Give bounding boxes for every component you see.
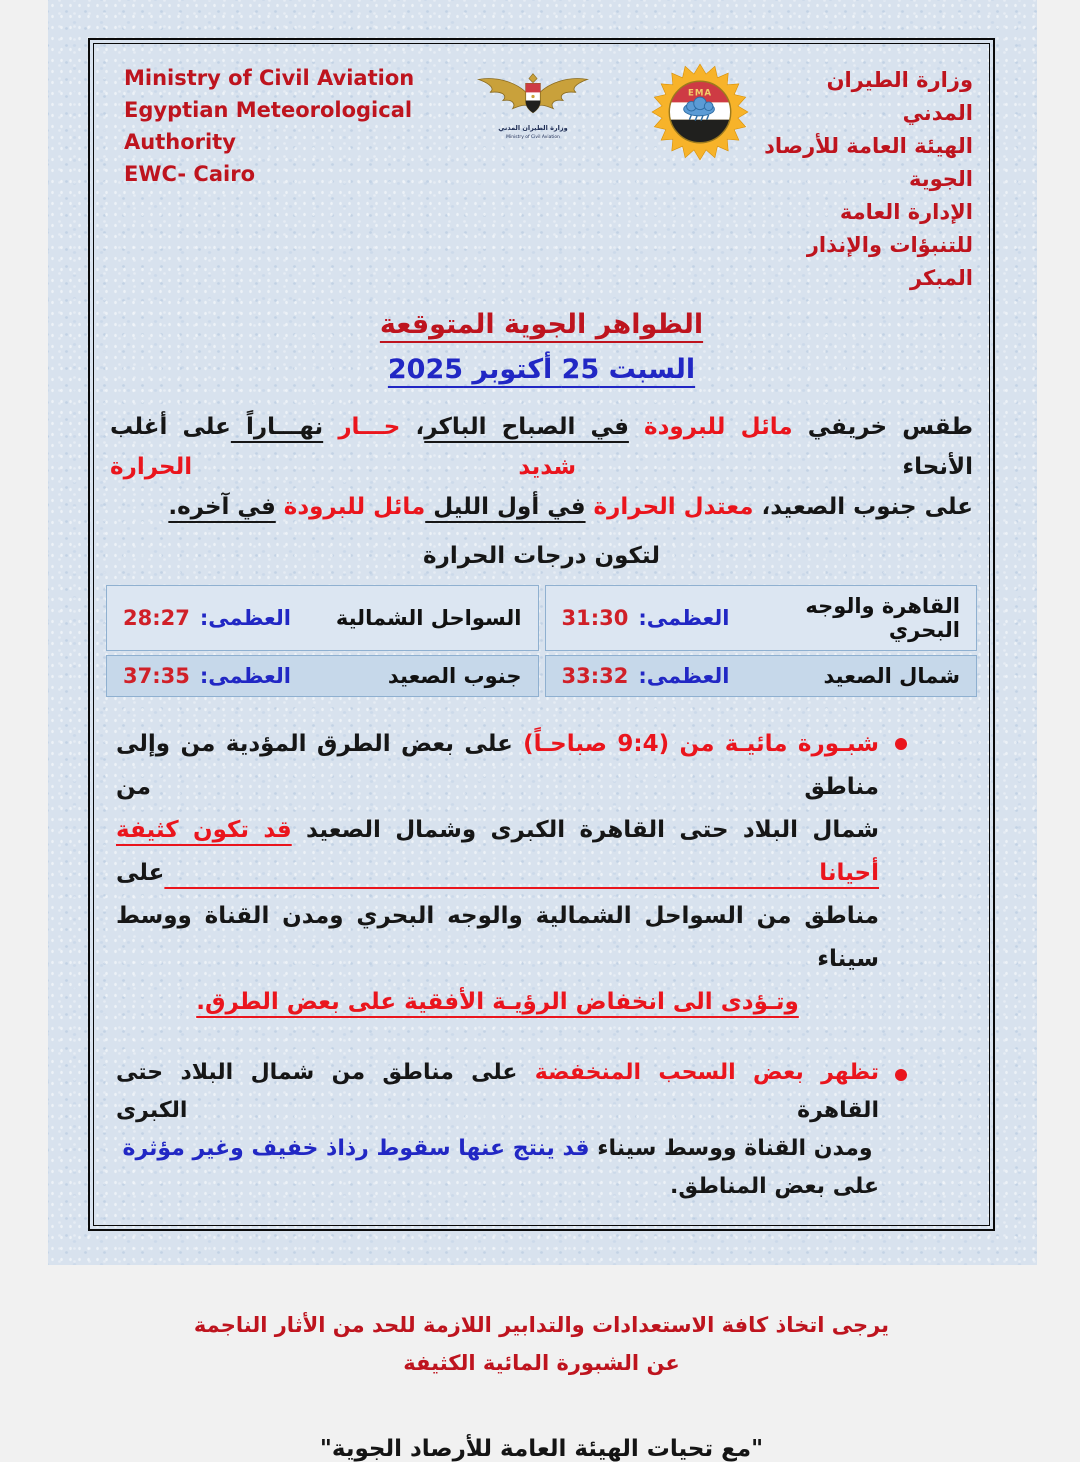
text-segment: مائل للبرودة	[275, 494, 426, 520]
text-segment: معتدل الحرارة	[585, 494, 754, 520]
fog-line-4	[116, 981, 879, 1024]
clouds-line-2	[116, 1130, 879, 1168]
text-segment: طقس خريفي	[792, 414, 973, 440]
region-name: السواحل الشمالية	[335, 606, 522, 630]
title-block	[106, 309, 977, 385]
ministry-of-civil-aviation-logo	[472, 66, 594, 148]
clouds-line-1	[116, 1054, 879, 1130]
max-value: 31:30	[561, 606, 629, 630]
advisory-line: يرجى اتخاذ كافة الاستعدادات والتدابير اللازمة للحد من الأثار الناجمة	[193, 1313, 890, 1337]
text-segment: شمال البلاد حتى القاهرة الكبرى وشمال الصعيد	[291, 817, 880, 843]
closing-greeting: "مع تحيات الهيئة العامة للأرصاد الجوية"	[319, 1436, 764, 1462]
temp-cell-north-coasts	[106, 585, 539, 651]
page-background	[48, 0, 1037, 1462]
region-name: القاهرة والوجه البحري	[805, 594, 960, 642]
clouds-bullet	[106, 1054, 977, 1206]
text-segment: نهـــاراً	[230, 414, 324, 440]
moca-caption-english: Ministry of Civil Aviation	[506, 134, 560, 140]
max-label: العظمى:	[638, 606, 730, 630]
document-frame	[88, 38, 995, 1462]
max-value: 28:27	[123, 606, 190, 630]
text-segment: شبـورة مائيـة من (9:4 صباحـاً)	[512, 731, 879, 757]
text-segment: على أغلب الأنحاء	[110, 414, 973, 480]
moca-wings-emblem-icon	[472, 66, 594, 144]
text-segment: وتـؤدى الى انخفاض الرؤيـة الأفقية على بعض الطرق.	[196, 989, 799, 1015]
fog-line-3	[116, 895, 879, 981]
text-segment: شديد الحرارة	[110, 454, 577, 480]
fog-line-2	[116, 809, 879, 895]
header-english-line: Egyptian Meteorological Authority	[124, 98, 413, 154]
header-english-line: Ministry of Civil Aviation	[124, 66, 415, 90]
header-arabic-line: وزارة الطيران المدني	[826, 68, 973, 125]
text-segment: على جنوب الصعيد،	[753, 494, 973, 520]
text-segment: ومدن القناة ووسط سيناء	[589, 1136, 873, 1161]
text-segment: على بعض الطرق المؤدية من وإلى مناطق من	[116, 731, 879, 800]
text-segment: قد ينتج عنها سقوط رذاذ خفيف وغير مؤثرة	[122, 1136, 590, 1161]
table-row	[106, 655, 977, 697]
fog-bullet	[106, 723, 977, 1024]
max-temp	[562, 606, 730, 630]
max-temp	[562, 664, 730, 688]
max-temp	[123, 664, 291, 688]
text-segment: على بعض المناطق.	[670, 1174, 879, 1199]
max-label: العظمى:	[199, 664, 291, 688]
forecast-date: السبت 25 أكتوبر 2025	[387, 354, 696, 385]
max-label: العظمى:	[199, 606, 291, 630]
text-segment: على مناطق من شمال البلاد حتى القاهرة الكبرى	[116, 1060, 879, 1123]
region-name: شمال الصعيد	[823, 664, 960, 688]
header-arabic-block	[750, 62, 977, 295]
text-segment: تظهر بعض السحب المنخفضة	[517, 1060, 879, 1085]
text-segment: حـــار	[323, 414, 401, 440]
clouds-line-3	[116, 1168, 879, 1206]
clouds-bullet-text	[116, 1054, 879, 1206]
header-english-line: EWC- Cairo	[124, 162, 255, 186]
text-segment: مناطق من السواحل الشمالية والوجه البحري ومدن القناة ووسط سيناء	[116, 903, 879, 972]
advisory-note	[106, 1306, 977, 1382]
document-body	[93, 43, 990, 1462]
text-segment: مائل للبرودة	[628, 414, 793, 440]
text-segment: على	[116, 860, 165, 886]
temperatures-heading: لتكون درجات الحرارة	[423, 543, 660, 569]
bullet-icon	[895, 738, 907, 750]
text-segment: في أول الليل	[425, 494, 586, 520]
max-temp	[123, 606, 291, 630]
intro-line-1	[110, 407, 973, 487]
max-value: 33:32	[561, 664, 629, 688]
table-row	[106, 585, 977, 651]
bullet-icon	[895, 1069, 907, 1081]
text-segment: ،	[400, 414, 425, 440]
temp-cell-south-upper-egypt	[106, 655, 539, 697]
page-title: الظواهر الجوية المتوقعة	[379, 309, 704, 340]
max-value: 37:35	[123, 664, 190, 688]
ema-logo	[652, 64, 750, 164]
text-segment: في الصباح الباكر	[424, 414, 629, 440]
header	[106, 44, 977, 295]
temperatures-table	[106, 585, 977, 697]
region-name: جنوب الصعيد	[387, 664, 522, 688]
fog-line-1	[116, 723, 879, 809]
fog-bullet-text	[116, 723, 879, 1024]
ema-sun-icon	[652, 64, 748, 160]
header-arabic-line: الإدارة العامة للتنبؤات والإنذار المبكر	[806, 200, 973, 290]
temp-cell-cairo-delta	[545, 585, 978, 651]
advisory-line: عن الشبورة المائية الكثيفة	[403, 1351, 680, 1375]
ema-logo-text: EMA	[687, 88, 713, 99]
max-label: العظمى:	[638, 664, 730, 688]
intro-line-2	[110, 487, 973, 527]
temp-cell-north-upper-egypt	[545, 655, 978, 697]
header-arabic-line: الهيئة العامة للأرصاد الجوية	[764, 134, 973, 191]
intro-paragraph	[106, 407, 977, 527]
header-english-block	[124, 62, 472, 190]
text-segment: قد تكون كثيفة أحيانا	[116, 817, 879, 886]
moca-caption-arabic: وزارة الطيران المدني	[498, 123, 568, 132]
text-segment: في آخره.	[168, 494, 276, 520]
